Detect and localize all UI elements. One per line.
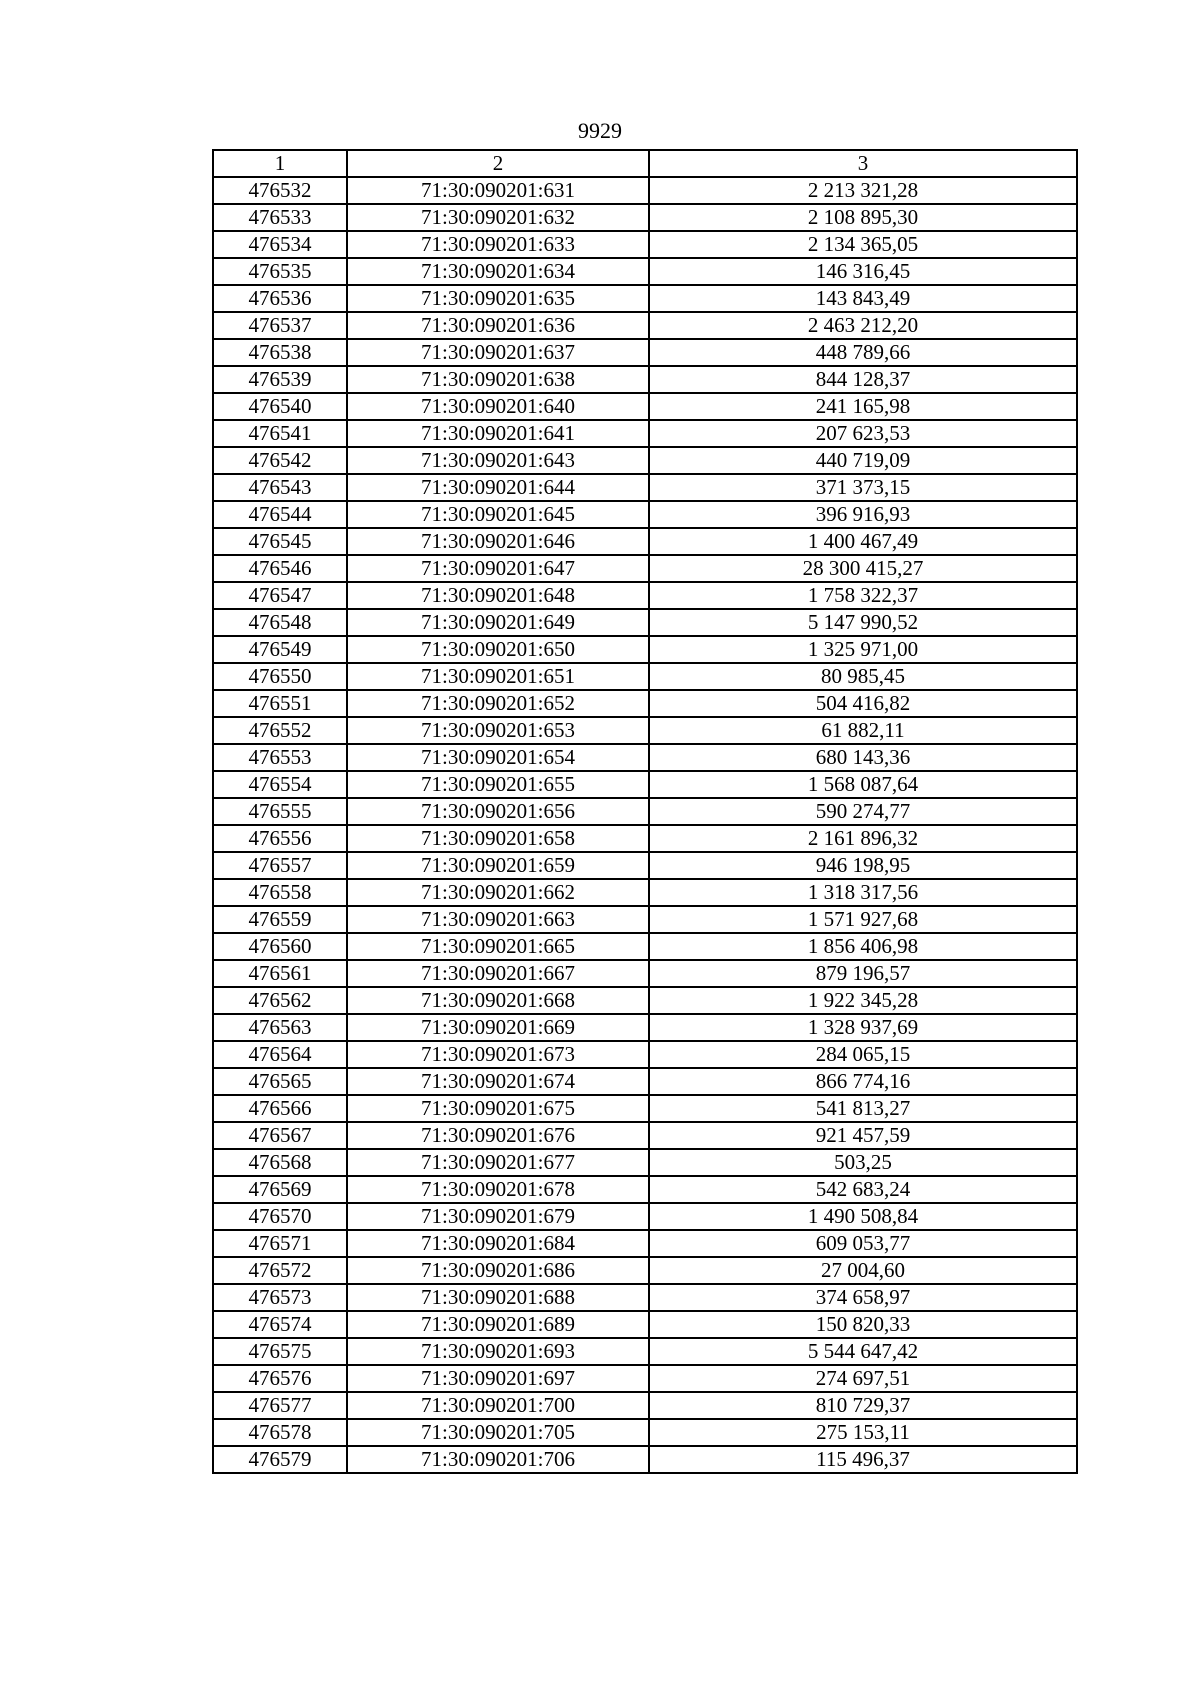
table-row <box>213 1014 1077 1041</box>
table-row <box>213 1203 1077 1230</box>
row-number-cell: 476574 <box>213 1311 347 1338</box>
page-number: 9929 <box>578 118 622 143</box>
value-cell: 150 820,33 <box>649 1311 1077 1338</box>
cadastral-number-cell: 71:30:090201:644 <box>347 474 649 501</box>
table-row <box>213 312 1077 339</box>
row-number-cell: 476561 <box>213 960 347 987</box>
cadastral-number-cell: 71:30:090201:679 <box>347 1203 649 1230</box>
row-number-cell: 476578 <box>213 1419 347 1446</box>
cadastral-number-cell: 71:30:090201:643 <box>347 447 649 474</box>
value-cell: 1 856 406,98 <box>649 933 1077 960</box>
value-cell: 503,25 <box>649 1149 1077 1176</box>
table-row <box>213 582 1077 609</box>
table-row <box>213 285 1077 312</box>
value-cell: 541 813,27 <box>649 1095 1077 1122</box>
row-number-cell: 476571 <box>213 1230 347 1257</box>
table-row <box>213 447 1077 474</box>
row-number-cell: 476572 <box>213 1257 347 1284</box>
row-number-cell: 476541 <box>213 420 347 447</box>
value-cell: 440 719,09 <box>649 447 1077 474</box>
table-row <box>213 636 1077 663</box>
value-cell: 680 143,36 <box>649 744 1077 771</box>
row-number-cell: 476545 <box>213 528 347 555</box>
row-number-cell: 476556 <box>213 825 347 852</box>
value-cell: 1 758 322,37 <box>649 582 1077 609</box>
value-cell: 866 774,16 <box>649 1068 1077 1095</box>
value-cell: 146 316,45 <box>649 258 1077 285</box>
value-cell: 284 065,15 <box>649 1041 1077 1068</box>
row-number-cell: 476539 <box>213 366 347 393</box>
row-number-cell: 476548 <box>213 609 347 636</box>
table-row <box>213 1230 1077 1257</box>
cadastral-number-cell: 71:30:090201:649 <box>347 609 649 636</box>
cadastral-number-cell: 71:30:090201:653 <box>347 717 649 744</box>
cadastral-number-cell: 71:30:090201:706 <box>347 1446 649 1473</box>
value-cell: 844 128,37 <box>649 366 1077 393</box>
value-cell: 61 882,11 <box>649 717 1077 744</box>
cadastral-number-cell: 71:30:090201:659 <box>347 852 649 879</box>
row-number-cell: 476549 <box>213 636 347 663</box>
row-number-cell: 476547 <box>213 582 347 609</box>
cadastral-number-cell: 71:30:090201:665 <box>347 933 649 960</box>
value-cell: 448 789,66 <box>649 339 1077 366</box>
table-row <box>213 555 1077 582</box>
table-row <box>213 852 1077 879</box>
table-row <box>213 1446 1077 1473</box>
column-header-2: 2 <box>347 150 649 177</box>
row-number-cell: 476537 <box>213 312 347 339</box>
row-number-cell: 476553 <box>213 744 347 771</box>
cadastral-number-cell: 71:30:090201:645 <box>347 501 649 528</box>
header-row <box>213 150 1077 177</box>
value-cell: 879 196,57 <box>649 960 1077 987</box>
row-number-cell: 476532 <box>213 177 347 204</box>
row-number-cell: 476575 <box>213 1338 347 1365</box>
value-cell: 371 373,15 <box>649 474 1077 501</box>
value-cell: 27 004,60 <box>649 1257 1077 1284</box>
table-row <box>213 744 1077 771</box>
table-row <box>213 1176 1077 1203</box>
cadastral-number-cell: 71:30:090201:675 <box>347 1095 649 1122</box>
table-row <box>213 825 1077 852</box>
row-number-cell: 476546 <box>213 555 347 582</box>
table-row <box>213 1419 1077 1446</box>
row-number-cell: 476555 <box>213 798 347 825</box>
row-number-cell: 476542 <box>213 447 347 474</box>
table-row <box>213 393 1077 420</box>
cadastral-number-cell: 71:30:090201:648 <box>347 582 649 609</box>
cadastral-number-cell: 71:30:090201:676 <box>347 1122 649 1149</box>
value-cell: 504 416,82 <box>649 690 1077 717</box>
cadastral-number-cell: 71:30:090201:697 <box>347 1365 649 1392</box>
value-cell: 396 916,93 <box>649 501 1077 528</box>
table-row <box>213 366 1077 393</box>
column-header-3: 3 <box>649 150 1077 177</box>
cadastral-number-cell: 71:30:090201:633 <box>347 231 649 258</box>
value-cell: 2 161 896,32 <box>649 825 1077 852</box>
cadastral-number-cell: 71:30:090201:641 <box>347 420 649 447</box>
table-row <box>213 1365 1077 1392</box>
table-body <box>213 177 1077 1473</box>
cadastral-number-cell: 71:30:090201:635 <box>347 285 649 312</box>
column-header-1: 1 <box>213 150 347 177</box>
cadastral-number-cell: 71:30:090201:631 <box>347 177 649 204</box>
table-row <box>213 1095 1077 1122</box>
value-cell: 1 325 971,00 <box>649 636 1077 663</box>
cadastral-number-cell: 71:30:090201:674 <box>347 1068 649 1095</box>
value-cell: 609 053,77 <box>649 1230 1077 1257</box>
value-cell: 374 658,97 <box>649 1284 1077 1311</box>
cadastral-number-cell: 71:30:090201:636 <box>347 312 649 339</box>
value-cell: 2 108 895,30 <box>649 204 1077 231</box>
cadastral-number-cell: 71:30:090201:684 <box>347 1230 649 1257</box>
value-cell: 1 328 937,69 <box>649 1014 1077 1041</box>
row-number-cell: 476536 <box>213 285 347 312</box>
value-cell: 1 922 345,28 <box>649 987 1077 1014</box>
row-number-cell: 476564 <box>213 1041 347 1068</box>
table-row <box>213 717 1077 744</box>
row-number-cell: 476534 <box>213 231 347 258</box>
row-number-cell: 476573 <box>213 1284 347 1311</box>
value-cell: 810 729,37 <box>649 1392 1077 1419</box>
row-number-cell: 476563 <box>213 1014 347 1041</box>
data-table <box>212 149 1078 1474</box>
value-cell: 2 134 365,05 <box>649 231 1077 258</box>
cadastral-number-cell: 71:30:090201:637 <box>347 339 649 366</box>
row-number-cell: 476566 <box>213 1095 347 1122</box>
row-number-cell: 476557 <box>213 852 347 879</box>
table-row <box>213 933 1077 960</box>
cadastral-number-cell: 71:30:090201:634 <box>347 258 649 285</box>
row-number-cell: 476569 <box>213 1176 347 1203</box>
value-cell: 28 300 415,27 <box>649 555 1077 582</box>
cadastral-number-cell: 71:30:090201:655 <box>347 771 649 798</box>
table-row <box>213 879 1077 906</box>
table-row <box>213 987 1077 1014</box>
row-number-cell: 476538 <box>213 339 347 366</box>
row-number-cell: 476559 <box>213 906 347 933</box>
cadastral-number-cell: 71:30:090201:693 <box>347 1338 649 1365</box>
cadastral-number-cell: 71:30:090201:654 <box>347 744 649 771</box>
value-cell: 80 985,45 <box>649 663 1077 690</box>
cadastral-number-cell: 71:30:090201:686 <box>347 1257 649 1284</box>
value-cell: 241 165,98 <box>649 393 1077 420</box>
cadastral-number-cell: 71:30:090201:668 <box>347 987 649 1014</box>
cadastral-number-cell: 71:30:090201:647 <box>347 555 649 582</box>
row-number-cell: 476565 <box>213 1068 347 1095</box>
row-number-cell: 476570 <box>213 1203 347 1230</box>
row-number-cell: 476562 <box>213 987 347 1014</box>
cadastral-number-cell: 71:30:090201:667 <box>347 960 649 987</box>
row-number-cell: 476535 <box>213 258 347 285</box>
table-row <box>213 177 1077 204</box>
cadastral-number-cell: 71:30:090201:640 <box>347 393 649 420</box>
cadastral-number-cell: 71:30:090201:663 <box>347 906 649 933</box>
table-row <box>213 1068 1077 1095</box>
value-cell: 1 490 508,84 <box>649 1203 1077 1230</box>
row-number-cell: 476544 <box>213 501 347 528</box>
table-row <box>213 1338 1077 1365</box>
table-row <box>213 420 1077 447</box>
row-number-cell: 476558 <box>213 879 347 906</box>
value-cell: 946 198,95 <box>649 852 1077 879</box>
value-cell: 275 153,11 <box>649 1419 1077 1446</box>
row-number-cell: 476550 <box>213 663 347 690</box>
table-row <box>213 906 1077 933</box>
table-row <box>213 258 1077 285</box>
value-cell: 2 463 212,20 <box>649 312 1077 339</box>
value-cell: 921 457,59 <box>649 1122 1077 1149</box>
cadastral-number-cell: 71:30:090201:656 <box>347 798 649 825</box>
row-number-cell: 476567 <box>213 1122 347 1149</box>
value-cell: 1 318 317,56 <box>649 879 1077 906</box>
cadastral-number-cell: 71:30:090201:688 <box>347 1284 649 1311</box>
table-row <box>213 204 1077 231</box>
row-number-cell: 476543 <box>213 474 347 501</box>
row-number-cell: 476540 <box>213 393 347 420</box>
row-number-cell: 476554 <box>213 771 347 798</box>
table-row <box>213 1284 1077 1311</box>
table-row <box>213 1392 1077 1419</box>
row-number-cell: 476577 <box>213 1392 347 1419</box>
table-row <box>213 1149 1077 1176</box>
row-number-cell: 476552 <box>213 717 347 744</box>
table-row <box>213 609 1077 636</box>
cadastral-number-cell: 71:30:090201:678 <box>347 1176 649 1203</box>
table-row <box>213 231 1077 258</box>
table-row <box>213 690 1077 717</box>
cadastral-number-cell: 71:30:090201:651 <box>347 663 649 690</box>
cadastral-number-cell: 71:30:090201:652 <box>347 690 649 717</box>
value-cell: 207 623,53 <box>649 420 1077 447</box>
cadastral-number-cell: 71:30:090201:650 <box>347 636 649 663</box>
table-row <box>213 339 1077 366</box>
table-row <box>213 474 1077 501</box>
table-row <box>213 528 1077 555</box>
row-number-cell: 476568 <box>213 1149 347 1176</box>
cadastral-number-cell: 71:30:090201:700 <box>347 1392 649 1419</box>
table-row <box>213 1041 1077 1068</box>
value-cell: 590 274,77 <box>649 798 1077 825</box>
row-number-cell: 476560 <box>213 933 347 960</box>
value-cell: 115 496,37 <box>649 1446 1077 1473</box>
table-header <box>213 150 1077 177</box>
cadastral-number-cell: 71:30:090201:689 <box>347 1311 649 1338</box>
table-row <box>213 501 1077 528</box>
row-number-cell: 476579 <box>213 1446 347 1473</box>
value-cell: 143 843,49 <box>649 285 1077 312</box>
value-cell: 5 544 647,42 <box>649 1338 1077 1365</box>
table-row <box>213 663 1077 690</box>
value-cell: 542 683,24 <box>649 1176 1077 1203</box>
cadastral-number-cell: 71:30:090201:638 <box>347 366 649 393</box>
table-row <box>213 1122 1077 1149</box>
cadastral-number-cell: 71:30:090201:673 <box>347 1041 649 1068</box>
value-cell: 274 697,51 <box>649 1365 1077 1392</box>
cadastral-number-cell: 71:30:090201:669 <box>347 1014 649 1041</box>
row-number-cell: 476551 <box>213 690 347 717</box>
row-number-cell: 476576 <box>213 1365 347 1392</box>
value-cell: 5 147 990,52 <box>649 609 1077 636</box>
value-cell: 1 568 087,64 <box>649 771 1077 798</box>
cadastral-number-cell: 71:30:090201:705 <box>347 1419 649 1446</box>
cadastral-number-cell: 71:30:090201:662 <box>347 879 649 906</box>
cadastral-number-cell: 71:30:090201:632 <box>347 204 649 231</box>
table-row <box>213 1257 1077 1284</box>
table-row <box>213 771 1077 798</box>
cadastral-number-cell: 71:30:090201:646 <box>347 528 649 555</box>
cadastral-number-cell: 71:30:090201:677 <box>347 1149 649 1176</box>
value-cell: 1 571 927,68 <box>649 906 1077 933</box>
table-row <box>213 1311 1077 1338</box>
value-cell: 1 400 467,49 <box>649 528 1077 555</box>
table-row <box>213 960 1077 987</box>
value-cell: 2 213 321,28 <box>649 177 1077 204</box>
table-row <box>213 798 1077 825</box>
cadastral-number-cell: 71:30:090201:658 <box>347 825 649 852</box>
row-number-cell: 476533 <box>213 204 347 231</box>
